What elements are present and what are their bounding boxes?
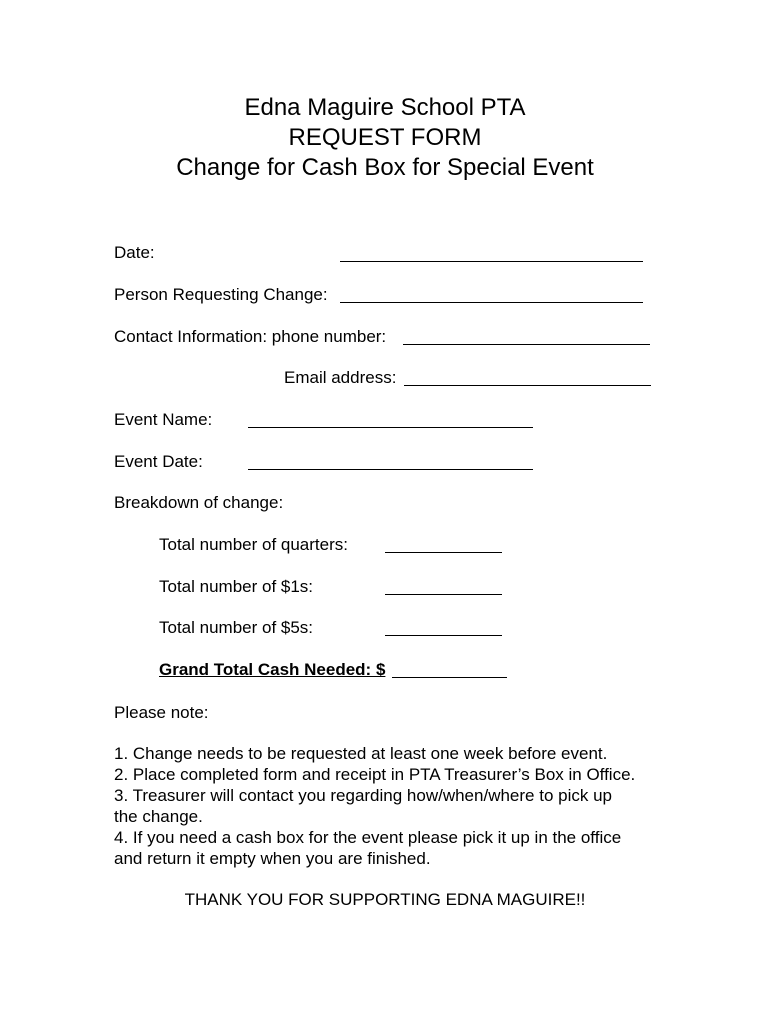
grand-total-blank[interactable] [392,677,507,678]
fives-label: Total number of $5s: [159,618,314,637]
notes-heading: Please note: [114,703,209,722]
ones-blank[interactable] [385,594,502,595]
note-item-1: 1. Change needs to be requested at least one week before event. [114,744,608,763]
note-item-3: 3. Treasurer will contact you regarding how/when/where to pick up [114,786,612,805]
fives-blank[interactable] [385,635,502,636]
email-address-blank[interactable] [404,385,651,386]
event-name-label: Event Name: [114,410,213,429]
event-name-blank[interactable] [248,427,533,428]
quarters-label: Total number of quarters: [159,535,348,554]
contact-phone-label: Contact Information: phone number: [114,327,387,346]
ones-label: Total number of $1s: [159,577,314,596]
date-blank[interactable] [340,261,643,262]
note-item-4-continued: and return it empty when you are finished. [114,849,431,868]
breakdown-heading: Breakdown of change: [114,493,284,512]
form-title-subject: Change for Cash Box for Special Event [176,154,594,181]
note-item-2: 2. Place completed form and receipt in PTA Treasurer’s Box in Office. [114,765,636,784]
thank-you-footer: THANK YOU FOR SUPPORTING EDNA MAGUIRE!! [184,890,586,909]
phone-number-blank[interactable] [403,344,650,345]
note-item-3-continued: the change. [114,807,203,826]
person-requesting-blank[interactable] [340,302,643,303]
event-date-blank[interactable] [248,469,533,470]
grand-total-label: Grand Total Cash Needed: $ [159,660,386,679]
form-title-school: Edna Maguire School PTA [244,94,526,121]
form-title-request: REQUEST FORM [288,124,482,151]
person-requesting-label: Person Requesting Change: [114,285,328,304]
email-address-label: Email address: [284,368,397,387]
note-item-4: 4. If you need a cash box for the event please pick it up in the office [114,828,622,847]
quarters-blank[interactable] [385,552,502,553]
event-date-label: Event Date: [114,452,203,471]
date-label: Date: [114,243,155,262]
